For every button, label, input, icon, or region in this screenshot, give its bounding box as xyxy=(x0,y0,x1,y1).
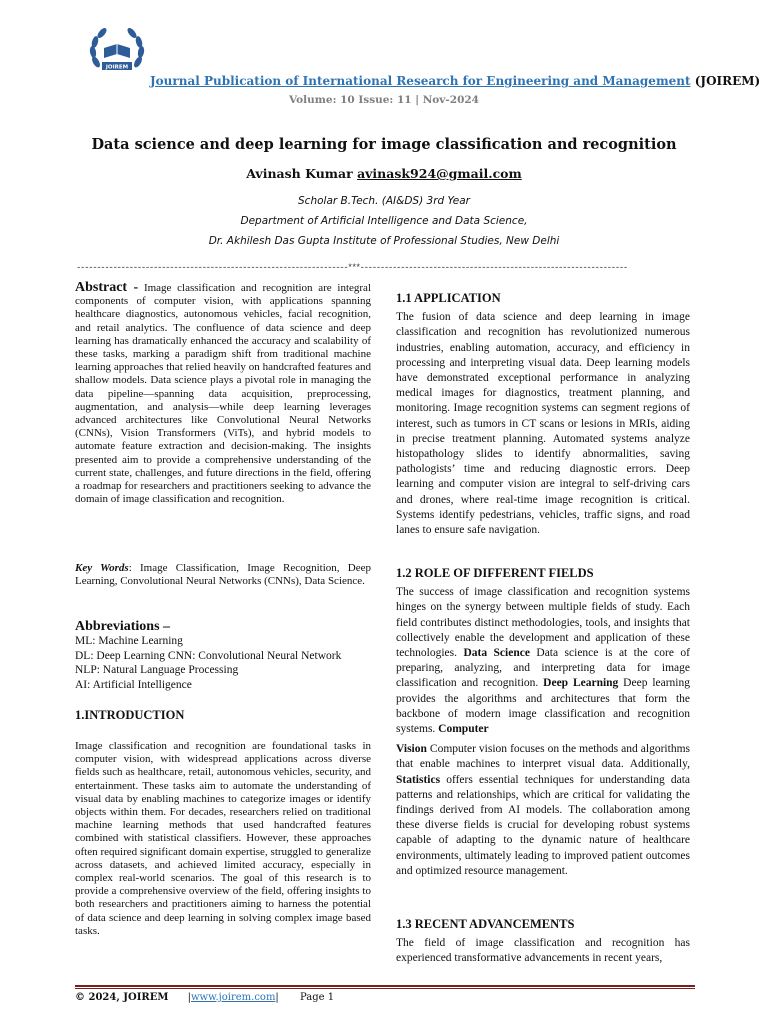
footer-bar: | xyxy=(275,992,279,1003)
author-email[interactable]: avinask924@gmail.com xyxy=(357,166,522,181)
journal-header xyxy=(150,74,761,88)
section-1-3-heading: 1.3 RECENT ADVANCEMENTS xyxy=(396,917,575,931)
abbreviations-section xyxy=(75,619,371,692)
keywords-text: : Image Classification, Image Recognition, Deep Learning, Convolutional Neural Networks (CNNs), Data Science. xyxy=(75,562,371,588)
separator-line: -------------------------------------------------------------------***------------------------------------------------------------------ xyxy=(76,263,627,273)
abbreviations-heading: Abbreviations – xyxy=(75,619,171,634)
abbreviation-item: AI: Artificial Intelligence xyxy=(75,678,192,691)
section-1-3 xyxy=(396,917,690,967)
abstract-label: Abstract - xyxy=(75,280,139,295)
logo-text: JOIREM xyxy=(105,64,129,71)
introduction-heading: 1.INTRODUCTION xyxy=(75,708,185,722)
footer-website-link[interactable]: www.joirem.com xyxy=(190,992,276,1003)
author-line xyxy=(0,166,768,181)
s12-bold-vision: Vision xyxy=(396,743,427,756)
section-1-2-heading: 1.2 ROLE OF DIFFERENT FIELDS xyxy=(396,566,594,580)
page-footer xyxy=(75,992,695,1003)
journal-abbr: (JOIREM) xyxy=(694,74,761,88)
section-1-2-text-cont xyxy=(396,742,690,879)
introduction-heading-block xyxy=(75,708,371,723)
section-1-3-text: The field of image classification and recognition has experienced transformative advancements in recent years, xyxy=(396,937,690,965)
s12-bold-deep-learning: Deep Learning xyxy=(543,677,619,690)
affiliation-3: Dr. Akhilesh Das Gupta Institute of Professional Studies, New Delhi xyxy=(208,235,560,247)
s12-bold-data-science: Data Science xyxy=(463,646,530,659)
footer-page-number: Page 1 xyxy=(299,992,335,1003)
s12-text-b: Data science is at the core of preparing, analyzing, and interpreting data for image classification and recognition. xyxy=(396,646,690,690)
s12-text-d: Computer vision focuses on the methods and algorithms that enable machines to interpret visual data. Additionally, xyxy=(396,743,690,771)
journal-logo xyxy=(82,22,152,86)
abstract-section xyxy=(75,281,371,506)
section-1-1 xyxy=(396,291,690,538)
footer-copyright: © 2024, JOIREM xyxy=(75,992,169,1003)
introduction-text: Image classification and recognition are foundational tasks in computer vision, with widespread applications across diverse fields such as healthcare, retail, autonomous vehicles, security, and entertainment. These tasks aim to automate the understanding of visual data by enabling machines to categorize images or identify objects within them. For decades, researchers relied on traditional machine learning methods that used handcrafted features combined with statistical classifiers. However, these approaches often required significant domain expertise, struggled to generalize across datasets, and achieved limited accuracy, especially in complex real-world scenarios. The goal of this research is to provide a comprehensive overview of the field, offering insights to both researchers and practitioners aiming to harness the potential of data science and deep learning in solving complex image based tasks. xyxy=(75,740,371,937)
journal-name-link[interactable]: Journal Publication of International Research for Engineering and Management xyxy=(150,74,691,88)
footer-bar: | xyxy=(187,992,191,1003)
s12-text-c: Deep learning provides the algorithms and architectures that form the backbone of modern image classification and recognition systems. xyxy=(396,677,690,735)
abbreviation-item: ML: Machine Learning xyxy=(75,635,183,648)
section-1-2 xyxy=(396,566,690,879)
s12-bold-statistics: Statistics xyxy=(396,773,441,786)
abbreviation-item: DL: Deep Learning CNN: Convolutional Neural Network xyxy=(75,649,342,662)
section-1-1-text: The fusion of data science and deep learning in image classification and recognition has revolutionized numerous industries, enabling automation, accuracy, and efficiency in processing and interpreting visual data. Deep learning models have demonstrated exceptional performance in analyzing medical images for diagnostics, treatment planning, and monitoring. Image recognition systems can segment regions of interest, such as tumors in CT scans or lesions in MRIs, aiding in precise treatment planning. Automated systems analyze histopathology slides to identify abnormalities, saving pathologists’ time and reducing diagnostic errors. Deep learning and computer vision are integral to self-driving cars and drones, where real-time image recognition is critical. Systems identify pedestrians, vehicles, traffic signs, and road lanes to ensure safe navigation. xyxy=(396,311,690,536)
affiliation-2: Department of Artificial Intelligence and Data Science, xyxy=(240,215,528,227)
keywords-section xyxy=(75,562,371,588)
keywords-label: Key Words xyxy=(75,562,129,574)
footer-rule-thin xyxy=(75,988,695,989)
footer-rule xyxy=(75,985,695,987)
section-1-1-heading: 1.1 APPLICATION xyxy=(396,291,501,305)
s12-text-e: offers essential techniques for understanding data patterns and relationships, which are critical for validating the findings derived from AI models. The collaboration among these diverse fields is crucial for developing robust systems capable of adapting to the dynamic nature of healthcare environments, ultimately leading to improved patient outcomes and optimized resource management. xyxy=(396,773,690,877)
introduction-section xyxy=(75,740,371,938)
paper-title: Data science and deep learning for image classification and recognition xyxy=(91,136,677,153)
author-name: Avinash Kumar xyxy=(246,166,353,181)
s12-text-a: The success of image classification and recognition systems hinges on the synergy between multiple fields of study. Each field contributes distinct methodologies, tools, and insights that collectively enable the development and application of these technologies. xyxy=(396,586,690,659)
volume-line: Volume: 10 Issue: 11 | Nov-2024 xyxy=(288,94,479,106)
abbreviation-item: NLP: Natural Language Processing xyxy=(75,664,239,677)
affiliation-1: Scholar B.Tech. (AI&DS) 3rd Year xyxy=(298,195,470,207)
section-1-2-text xyxy=(396,585,690,737)
abstract-text: Image classification and recognition are integral components of computer vision, with applications spanning healthcare diagnostics, autonomous vehicles, facial recognition, and retail analytics. The confluence of data science and deep learning has dramatically enhanced the accuracy and scalability of these tasks, marking a paradigm shift from traditional machine learning approaches that relied heavily on handcrafted features and shallow models. Data science plays a pivotal role in managing the data pipeline—spanning data acquisition, preprocessing, augmentation, and analysis—while deep learning leverages advanced architectures like Convolutional Neural Networks (CNNs), Vision Transformers (ViTs), and hybrid models to automate feature extraction and decision-making. The insights presented aim to provide a comprehensive understanding of the current state, challenges, and future directions in the field, offering a roadmap for researchers and practitioners seeking to advance the domain of image classification and recognition. xyxy=(75,282,371,506)
s12-bold-computer: Computer xyxy=(438,722,489,735)
